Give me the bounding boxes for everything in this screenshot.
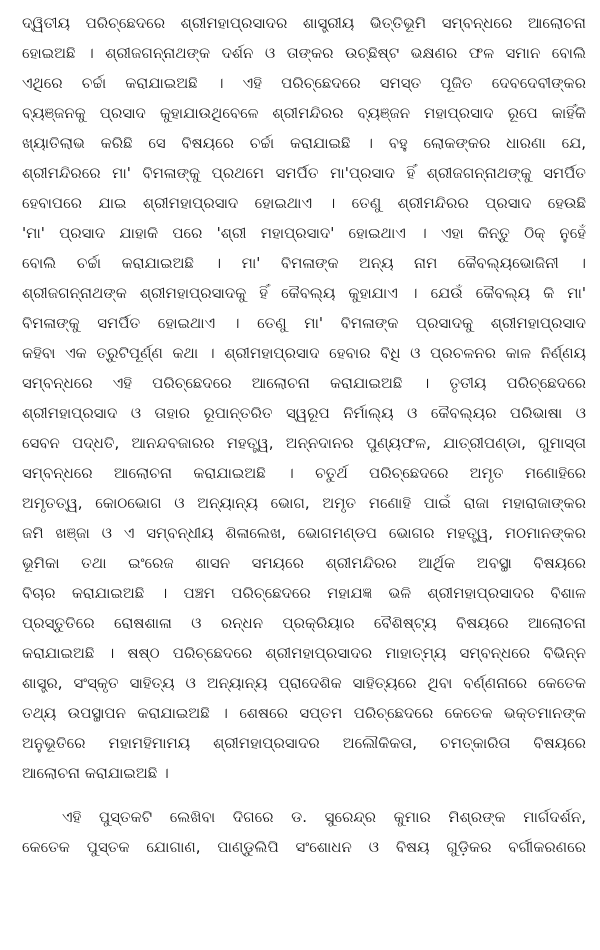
text-line: ଏହି ପୁସ୍ତକଟି ଲେଖିବା ଦିଗରେ ଡ. ସୁରେନ୍ଦ୍ର କୁମାର ମିଶ୍ରଙ୍କ ମାର୍ଗଦର୍ଶନ, xyxy=(62,808,586,826)
text-line: ଅମୃତତ୍ୱ, କୋଠଭୋଗ ଓ ଅନ୍ୟାନ୍ୟ ଭୋଗ, ଅମୃତ ମଣୋହି ପାଇଁ ରାଜା ମହାରାଜାଙ୍କର xyxy=(22,494,586,512)
text-line: ହେବାପରେ ଯାଇ ଶ୍ରୀମହାପ୍ରସାଦ ହୋଇଥାଏ । ତେଣୁ ଶ୍ରୀମନ୍ଦିରର ପ୍ରସାଦ ହେଉଛି xyxy=(22,194,586,212)
text-line: ଭୂମିକା ତଥା ଇଂରେଜ ଶାସନ ସମୟରେ ଶ୍ରୀମନ୍ଦିରର ଆର୍ଥିକ ଅବସ୍ଥା ବିଷୟରେ xyxy=(22,554,586,572)
text-line: 'ମା' ପ୍ରସାଦ ଯାହାକି ପରେ 'ଶ୍ରୀ ମହାପ୍ରସାଦ' ହୋଇଥାଏ । ଏହା କିନ୍ତୁ ଠିକ୍ ନୁହେଁ xyxy=(22,224,586,242)
text-line: ଏଥିରେ ଚର୍ଚ୍ଚା କରାଯାଇଅଛି । ଏହି ପରିଚ୍ଛେଦରେ ସମସ୍ତ ପୂଜିତ ଦେବଦେବୀଙ୍କର xyxy=(22,74,586,92)
text-line: କରାଯାଇଅଛି । ଷଷ୍ଠ ପରିଚ୍ଛେଦରେ ଶ୍ରୀମହାପ୍ରସାଦର ମାହାତ୍ମ୍ୟ ସମ୍ବନ୍ଧରେ ବିଭିନ୍ନ xyxy=(22,644,586,662)
text-line: ବିମଳାଙ୍କୁ ସମର୍ପିତ ହୋଇଥାଏ । ତେଣୁ ମା' ବିମଳାଙ୍କ ପ୍ରସାଦକୁ ଶ୍ରୀମହାପ୍ରସାଦ xyxy=(22,314,586,332)
text-line: ଶ୍ରୀମନ୍ଦିରରେ ମା' ବିମଳାଙ୍କୁ ପ୍ରଥମେ ସମର୍ପିତ ମା'ପ୍ରସାଦ ହିଁ ଶ୍ରୀଜଗନ୍ନାଥଙ୍କୁ ସମର୍ପିତ xyxy=(22,164,586,182)
body-text xyxy=(22,8,586,862)
text-line: ଦ୍ୱିତୀୟ ପରିଚ୍ଛେଦରେ ଶ୍ରୀମହାପ୍ରସାଦର ଶାସ୍ତ୍ରୀୟ ଭିତ୍ତିଭୂମି ସମ୍ବନ୍ଧରେ ଆଲୋଚନା xyxy=(22,14,586,32)
text-line: ଜମି ଖଞ୍ଜା ଓ ଏ ସମ୍ବନ୍ଧୀୟ ଶିଳାଲେଖ, ଭୋଗମଣ୍ଡପ ଭୋଗର ମହତ୍ତ୍ୱ, ମଠମାନଙ୍କର xyxy=(22,524,586,542)
text-line: ଶ୍ରୀମହାପ୍ରସାଦ ଓ ତାହାର ରୂପାନ୍ତରିତ ସ୍ୱରୂପ ନିର୍ମାଲ୍ୟ ଓ କୈବଲ୍ୟର ପରିଭାଷା ଓ xyxy=(22,404,586,422)
text-line: ଶାସ୍ତ୍ର, ସଂସ୍କୃତ ସାହିତ୍ୟ ଓ ଅନ୍ୟାନ୍ୟ ପ୍ରାଦେଶିକ ସାହିତ୍ୟରେ ଥିବା ବର୍ଣ୍ଣନାରେ କେତେକ xyxy=(22,674,586,692)
text-line: ଅନୁଭୂତିରେ ମହାମହିମାମୟ ଶ୍ରୀମହାପ୍ରସାଦର ଅଲୌକିକତା, ଚମତ୍କାରିତା ବିଷୟରେ xyxy=(22,734,586,752)
text-line: ବିଚାର କରାଯାଇଅଛି । ପଞ୍ଚମ ପରିଚ୍ଛେଦରେ ମହାଯଜ୍ଞ ଭଳି ଶ୍ରୀମହାପ୍ରସାଦର ବିଶାଳ xyxy=(22,584,586,602)
text-line: ବ୍ୟଞ୍ଜନକୁ ପ୍ରସାଦ କୁହାଯାଉଥିବେଳେ ଶ୍ରୀମନ୍ଦିରର ବ୍ୟଞ୍ଜନ ମହାପ୍ରସାଦ ରୂପେ କାହିଁକି xyxy=(22,104,586,122)
text-line: ସେବନ ପଦ୍ଧତି, ଆନନ୍ଦବଜାରର ମହତ୍ତ୍ୱ, ଅନ୍ନଦାନର ପୁଣ୍ୟଫଳ, ଯାତ୍ରୀପଣ୍ଡା, ଗୁମାସ୍ତା xyxy=(22,434,586,452)
text-line: କେତେକ ପୁସ୍ତକ ଯୋଗାଣ, ପାଣ୍ଡୁଲିପି ସଂଶୋଧନ ଓ ବିଷୟ ଗୁଡ଼ିକର ବର୍ଗୀକରଣରେ xyxy=(22,838,586,856)
text-line: ଆଲୋଚନା କରାଯାଇଅଛି । xyxy=(22,764,169,782)
text-line: ବୋଲି ଚର୍ଚ୍ଚା କରାଯାଇଅଛି । ମା' ବିମଳାଙ୍କ ଅନ୍ୟ ନାମ କୈବଲ୍ୟଭୋଜିନୀ । xyxy=(22,254,586,272)
text-line: ପ୍ରସ୍ତୁତିରେ ରୋଷଶାଳା ଓ ରନ୍ଧନ ପ୍ରକ୍ରିୟାର ବୈଶିଷ୍ଟ୍ୟ ବିଷୟରେ ଆଲୋଚନା xyxy=(22,614,586,632)
text-line: ହୋଇଅଛି । ଶ୍ରୀଜଗନ୍ନାଥଙ୍କ ଦର୍ଶନ ଓ ତାଙ୍କର ଉଚ୍ଛିଷ୍ଟ ଭକ୍ଷଣର ଫଳ ସମାନ ବୋଲି xyxy=(22,44,586,62)
text-line: କହିବା ଏକ ତ୍ରୁଟିପୂର୍ଣ୍ଣ କଥା । ଶ୍ରୀମହାପ୍ରସାଦ ହେବାର ବିଧି ଓ ପ୍ରଚଳନର କାଳ ନିର୍ଣ୍ଣୟ xyxy=(22,344,586,362)
paragraph-2 xyxy=(22,802,586,862)
paragraph-1 xyxy=(22,8,586,788)
text-line: ସମ୍ବନ୍ଧରେ ଏହି ପରିଚ୍ଛେଦରେ ଆଲୋଚନା କରାଯାଇଅଛି । ତୃତୀୟ ପରିଚ୍ଛେଦରେ xyxy=(22,374,586,392)
paragraph-gap xyxy=(22,788,586,802)
text-line: ତଥ୍ୟ ଉପସ୍ଥାପନ କରାଯାଇଅଛି । ଶେଷରେ ସପ୍ତମ ପରିଚ୍ଛେଦରେ କେତେକ ଭକ୍ତମାନଙ୍କ xyxy=(22,704,586,722)
text-line: ଖ୍ୟାତିଲାଭ କରିଛି ସେ ବିଷୟରେ ଚର୍ଚ୍ଚା କରାଯାଇଛି । ବହୁ ଲୋକଙ୍କର ଧାରଣା ଯେ, xyxy=(22,134,586,152)
text-line: ସମ୍ବନ୍ଧରେ ଆଲୋଚନା କରାଯାଇଅଛି । ଚତୁର୍ଥ ପରିଚ୍ଛେଦରେ ଅମୃତ ମଣୋହିରେ xyxy=(22,464,586,482)
text-line: ଶ୍ରୀଜଗନ୍ନାଥଙ୍କ ଶ୍ରୀମହାପ୍ରସାଦକୁ ହିଁ କୈବଲ୍ୟ କୁହାଯାଏ । ଯେଉଁ କୈବଲ୍ୟ କି ମା' xyxy=(22,284,586,302)
